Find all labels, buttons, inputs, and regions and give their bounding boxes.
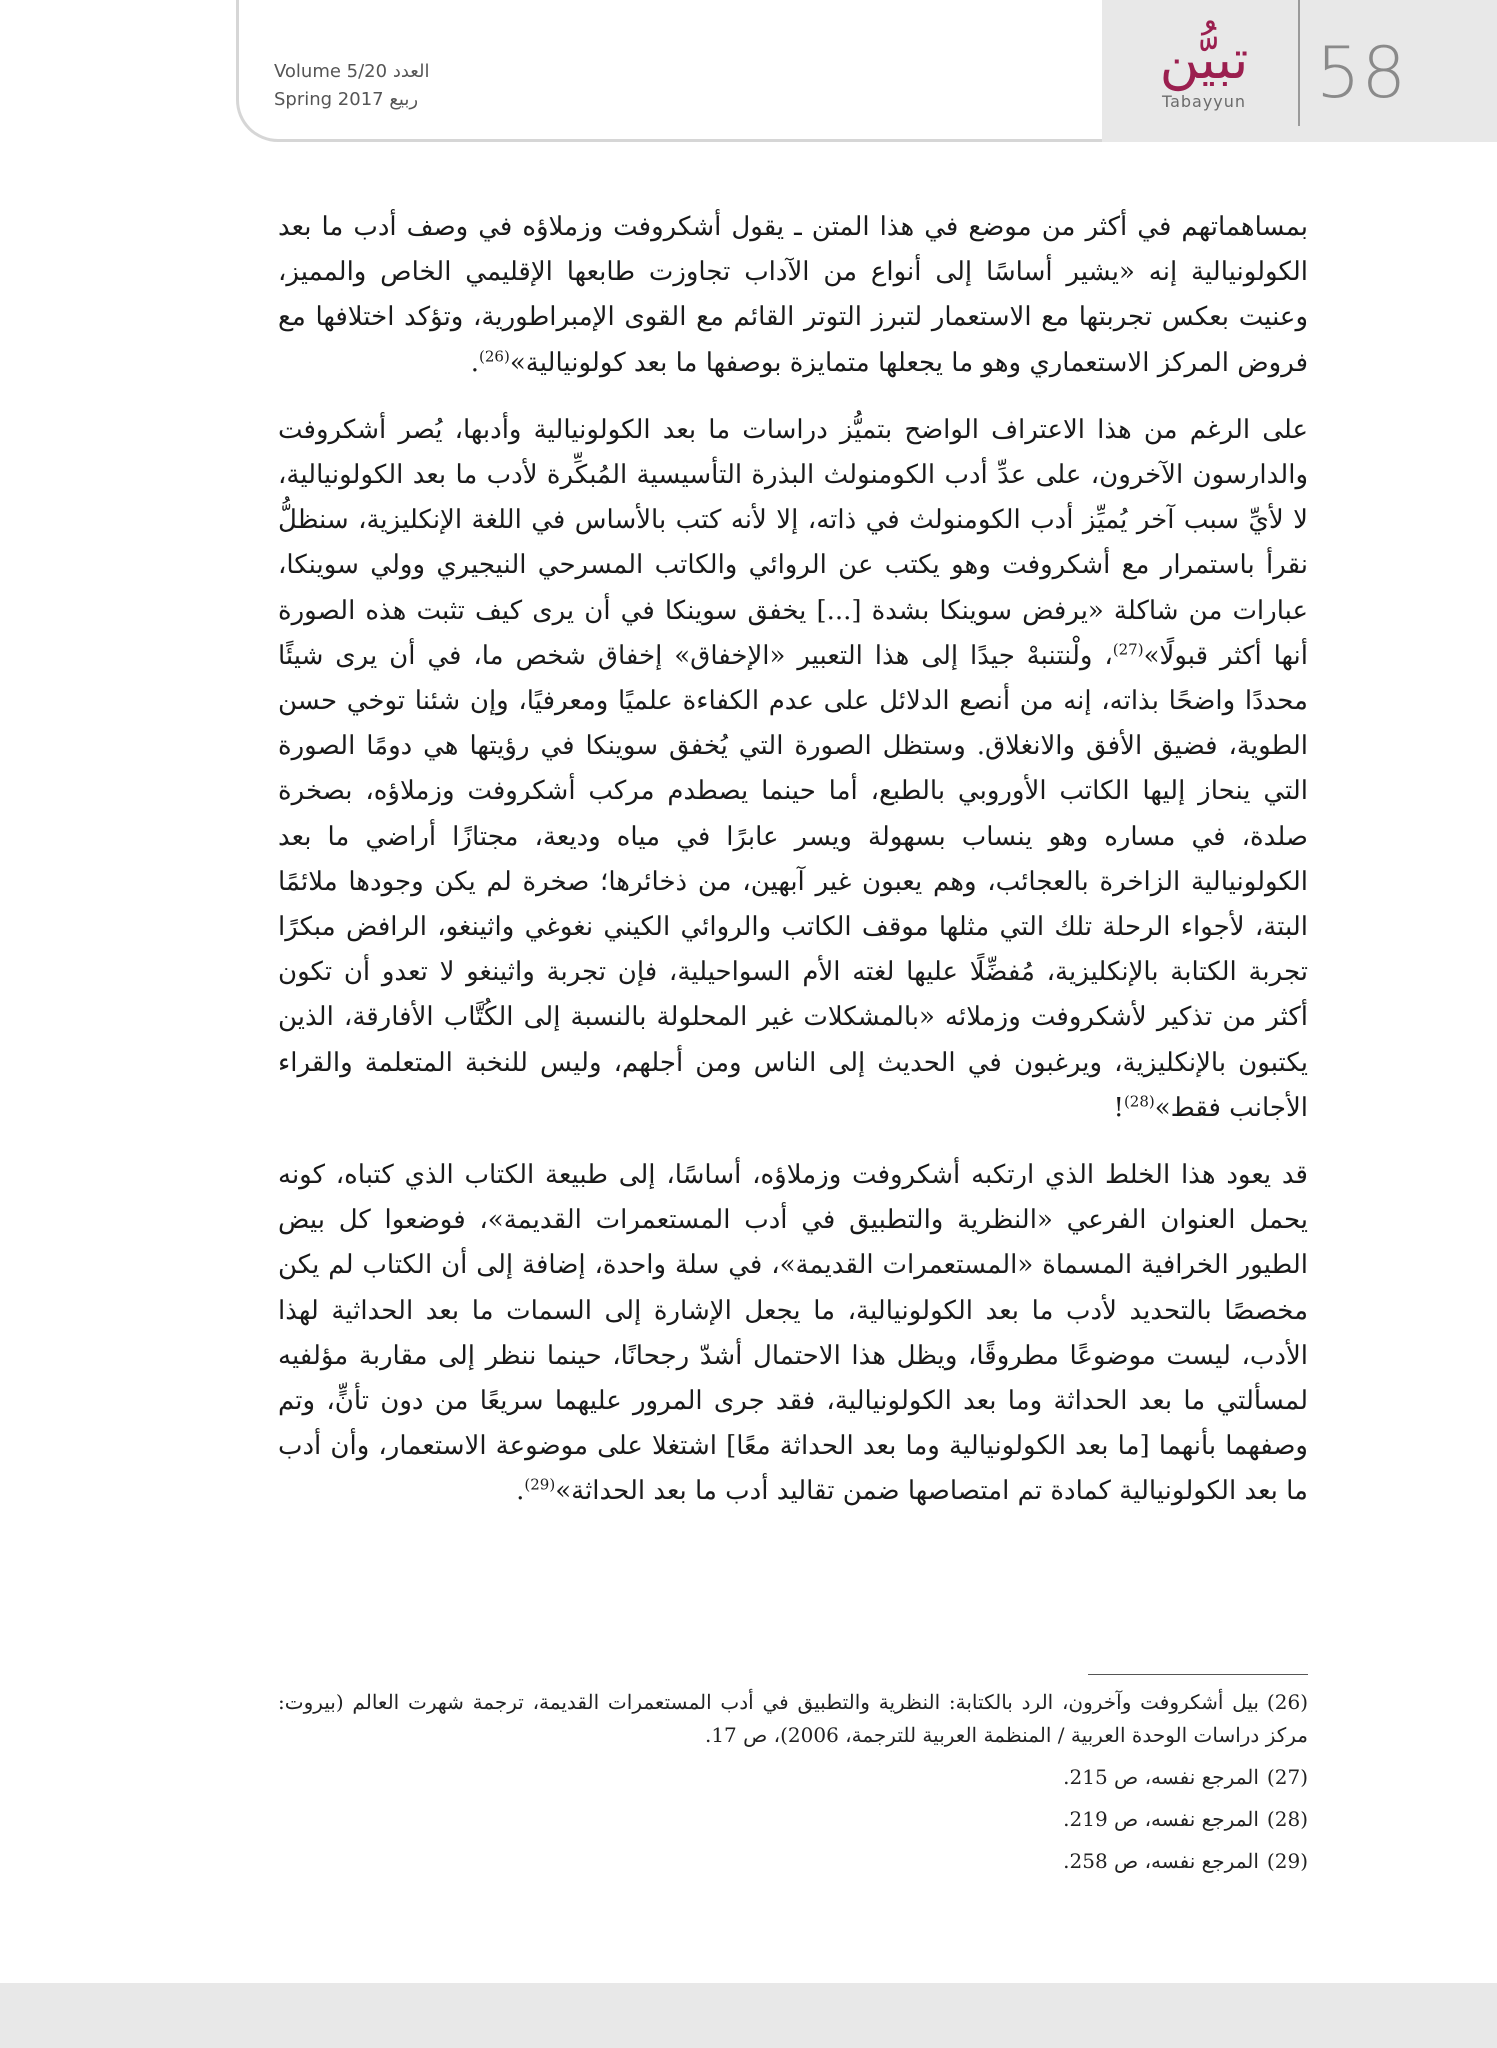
footnote-text: بيل أشكروفت وآخرون، الرد بالكتابة: النظرية والتطبيق في أدب المستعمرات القديمة، ترجمة شهرت العالم (بيروت: مركز دراسات الوحدة العربية / المنظمة العربية للترجمة، 2006)، ص 17. <box>278 1690 1308 1747</box>
footnote-number: (28) <box>1266 1807 1308 1831</box>
logo-latin-text: Tabayyun <box>1161 92 1247 111</box>
footnote-ref-27[interactable]: (27) <box>1112 640 1144 659</box>
footnote-text: المرجع نفسه، ص 219. <box>1063 1807 1259 1831</box>
footnote-26 <box>278 1686 1308 1752</box>
footnote-number: (29) <box>1266 1849 1308 1873</box>
paragraph-text: على الرغم من هذا الاعتراف الواضح بتميُّز دراسات ما بعد الكولونيالية وأدبها، يُصر أشكروفت والدارسون الآخرون، على عدِّ أدب الكومنولث البذرة التأسيسية المُبكِّرة لأدب ما بعد الكولونيالية، لا لأيِّ سبب آخر يُميِّز أدب الكومنولث في ذاته، إلا لأنه كتب بالأساس في اللغة الإنكليزية، سنظلُّ نقرأ باستمرار مع أشكروفت وهو يكتب عن الروائي والكاتب المسرحي النيجيري وولي سوينكا، عبارات من شاكلة «يرفض سوينكا بشدة [...] يخفق سوينكا في أن يرى كيف تثبت هذه الصورة أنها أكثر قبولًا» <box>278 414 1308 671</box>
header-divider <box>1298 0 1300 126</box>
footnote-text: المرجع نفسه، ص 258. <box>1063 1849 1259 1873</box>
footnotes <box>278 1686 1308 1887</box>
footnote-ref-28[interactable]: (28) <box>1123 1092 1155 1111</box>
footnote-number: (26) <box>1266 1690 1308 1714</box>
paragraph-text: بمساهماتهم في أكثر من موضع في هذا المتن ـ يقول أشكروفت وزملاؤه في وصف أدب ما بعد الكولونيالية إنه «يشير أساسًا إلى أنواع من الآداب تجاوزت طابعها الإقليمي الخاص والمميز، وعنيت بعكس تجربتها مع الاستعمار لتبرز التوتر القائم مع القوى الإمبراطورية، وتؤكد اختلافها مع فروض المركز الاستعماري وهو ما يجعلها متمايزة بوصفها ما بعد كولونيالية» <box>278 212 1308 378</box>
footnote-number: (27) <box>1266 1765 1308 1789</box>
paragraph-end: . <box>470 347 480 378</box>
paragraph-1 <box>278 205 1308 386</box>
logo-arabic-text: تبيُّن <box>1159 28 1249 91</box>
volume-line: Volume 5/20 العدد <box>274 61 430 82</box>
footnote-ref-26[interactable]: (26) <box>479 346 510 365</box>
paragraph-3 <box>278 1153 1308 1515</box>
paragraph-text-continued: ، ولْنتنبهْ جيدًا إلى هذا التعبير «الإخفاق» إخفاق شخص ما، في أن يرى شيئًا محددًا واضحًا بذاته، إنه من أنصع الدلائل على عدم الكفاءة علميًا ومعرفيًا، وإن شئنا توخي حسن الطوية، فضيق الأفق والانغلاق. وستظل الصورة التي يُخفق سوينكا في رؤيتها هي دومًا الصورة التي ينحاز إليها الكاتب الأوروبي بالطبع، أما حينما يصطدم مركب أشكروفت وزملاؤه، بصخرة صلدة، في مساره وهو ينساب بسهولة ويسر عابرًا في مياه وديعة، مجتازًا أراضي ما بعد الكولونيالية الزاخرة بالعجائب، وهم يعبون غير آبهين، من ذخائرها؛ صخرة لم يكن وجودها ملائمًا البتة، لأجواء الرحلة تلك التي مثلها موقف الكاتب والروائي الكيني نغوغي واثينغو، الرافض مبكرًا تجربة الكتابة بالإنكليزية، مُفضِّلًا عليها لغته الأم السواحيلية، فإن تجربة واثينغو لا تعدو أن تكون أكثر من تذكير لأشكروفت وزملائه «بالمشكلات غير المحلولة بالنسبة إلى الكُتَّاب الأفارقة، الذين يكتبون بالإنكليزية، ويرغبون في الحديث إلى الناس ومن أجلهم، وليس للنخبة المتعلمة والقراء الأجانب فقط» <box>278 640 1309 1123</box>
paragraph-end: ! <box>1113 1092 1124 1123</box>
footnote-text: المرجع نفسه، ص 215. <box>1063 1765 1259 1789</box>
paragraph-text: قد يعود هذا الخلط الذي ارتكبه أشكروفت وزملاؤه، أساسًا، إلى طبيعة الكتاب الذي كتباه، كونه يحمل العنوان الفرعي «النظرية والتطبيق في أدب المستعمرات القديمة»، فوضعوا كل بيض الطيور الخرافية المسماة «المستعمرات القديمة»، في سلة واحدة، إضافة إلى أن الكتاب لم يكن مخصصًا بالتحديد لأدب ما بعد الكولونيالية، ما يجعل الإشارة إلى السمات ما بعد الحداثية لهذا الأدب، ليست موضوعًا مطروقًا، ويظل هذا الاحتمال أشدّ رجحانًا، حينما ننظر إلى مقاربة مؤلفيه لمسألتي ما بعد الحداثة وما بعد الكولونيالية، فقد جرى المرور عليهما سريعًا من دون تأنٍّ، وتم وصفهما بأنهما [ما بعد الكولونيالية وما بعد الحداثة معًا] اشتغلا على موضوعة الاستعمار، وأن أدب ما بعد الكولونيالية كمادة تم امتصاصها ضمن تقاليد أدب ما بعد الحداثة» <box>278 1160 1308 1507</box>
paragraph-2 <box>278 408 1308 1131</box>
footnote-ref-29[interactable]: (29) <box>524 1475 556 1494</box>
article-body <box>278 205 1308 1537</box>
footnote-27 <box>278 1761 1308 1794</box>
issue-info <box>274 58 454 114</box>
journal-logo <box>1120 30 1288 128</box>
page-bottom-band <box>0 1983 1497 2048</box>
page-number: 58 <box>1316 32 1408 114</box>
footnote-28 <box>278 1803 1308 1836</box>
season-line: Spring 2017 ربيع <box>274 89 419 110</box>
paragraph-end: . <box>516 1476 525 1507</box>
footnote-separator <box>1088 1674 1308 1675</box>
footnote-29 <box>278 1845 1308 1878</box>
